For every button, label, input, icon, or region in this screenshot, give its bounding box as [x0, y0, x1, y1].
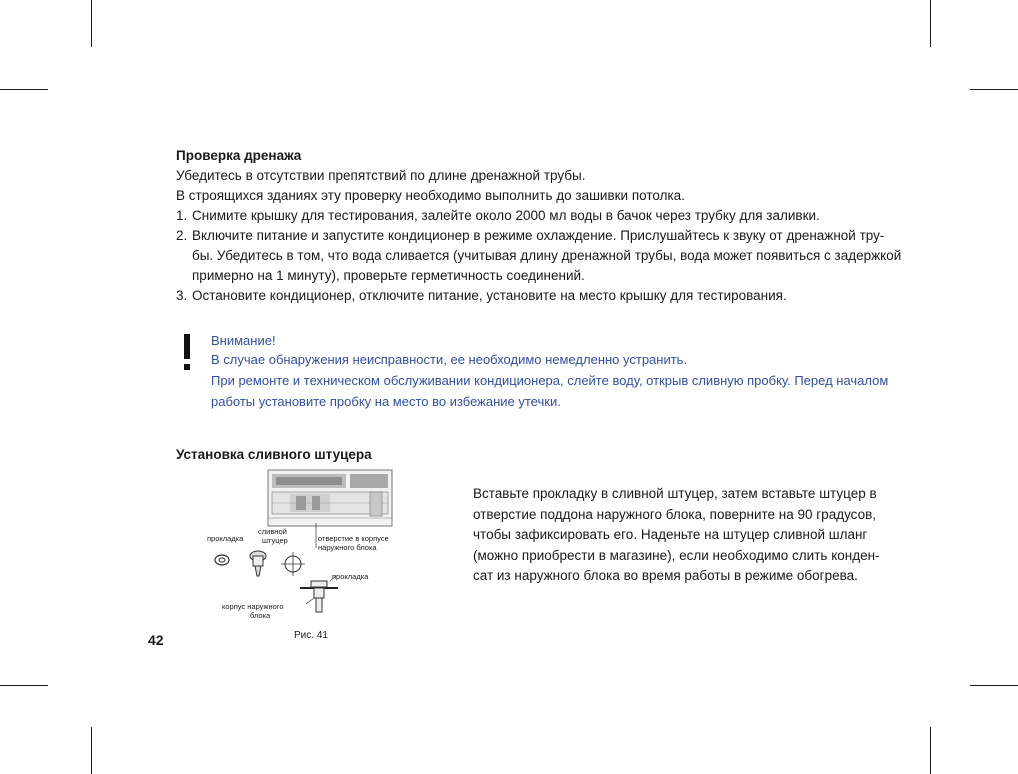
step-number: 1.: [176, 208, 188, 223]
crop-mark: [970, 89, 1018, 90]
crop-mark: [0, 685, 48, 686]
fitting-label: штуцер: [262, 536, 288, 545]
figure-caption: Рис. 41: [294, 630, 328, 641]
step-line: Снимите крышку для тестирования, залейте около 2000 мл воды в бачок через трубку для заливки.: [192, 208, 820, 223]
intro-line: Убедитесь в отсутствии препятствий по длине дренажной трубы.: [176, 168, 586, 183]
drain-fitting-figure: [200, 468, 410, 623]
drain-fitting-heading: Установка сливного штуцера: [176, 447, 372, 462]
gasket-label: прокладка: [332, 572, 369, 581]
drainage-check-heading: Проверка дренажа: [176, 148, 302, 163]
page-number: 42: [148, 632, 164, 648]
fitting-diagram: [200, 468, 410, 623]
fitting-instructions: [473, 484, 880, 587]
step-item: [176, 206, 901, 226]
step-item: [176, 286, 901, 306]
text-line: чтобы зафиксировать его. Наденьте на штуцер сливной шланг: [473, 527, 868, 542]
housing-hole-label: отверстие в корпусе: [318, 534, 389, 543]
warning-line: При ремонте и техническом обслуживании кондиционера, слейте воду, открыв сливную пробку. Перед началом: [211, 373, 889, 388]
text-line: (можно приобрести в магазине), если необходимо слить конден-: [473, 547, 880, 563]
crop-mark: [91, 0, 92, 47]
text-line: отверстие поддона наружного блока, поверните на 90 градусов,: [473, 506, 877, 522]
step-line: Остановите кондиционер, отключите питание, установите на место крышку для тестирования.: [192, 288, 787, 303]
unit-body-label: корпус наружного: [222, 602, 284, 611]
step-line: Включите питание и запустите кондиционер в режиме охлаждение. Прислушайтесь к звуку от дренажной тру-: [192, 228, 885, 243]
warning-line: работы установите пробку на место во избежание утечки.: [211, 394, 561, 409]
step-item: [176, 226, 901, 286]
crop-mark: [91, 727, 92, 774]
warning-line: В случае обнаружения неисправности, ее необходимо немедленно устранить.: [211, 352, 688, 367]
step-number: 2.: [176, 228, 188, 243]
step-line: бы. Убедитесь в том, что вода сливается (учитывая длину дренажной трубы, вода может появиться с задержкой: [192, 248, 902, 263]
intro-line: В строящихся зданиях эту проверку необходимо выполнить до зашивки потолка.: [176, 188, 685, 203]
step-number: 3.: [176, 288, 188, 303]
unit-body-label: блока: [250, 611, 271, 620]
steps-list: [176, 206, 901, 306]
exclamation-icon: [184, 334, 192, 370]
text-line: Вставьте прокладку в сливной штуцер, затем вставьте штуцер в: [473, 486, 877, 501]
crop-mark: [930, 727, 931, 774]
text-line: сат из наружного блока во время работы в режиме обогрева.: [473, 568, 858, 583]
crop-mark: [930, 0, 931, 47]
step-line: примерно на 1 минуту), проверьте герметичность соединений.: [192, 268, 585, 283]
crop-mark: [0, 89, 48, 90]
housing-hole-label: наружного блока: [318, 543, 377, 552]
gasket-label: прокладка: [207, 534, 244, 543]
crop-mark: [970, 685, 1018, 686]
warning-title: Внимание!: [211, 333, 276, 348]
fitting-label: сливной: [258, 527, 287, 536]
